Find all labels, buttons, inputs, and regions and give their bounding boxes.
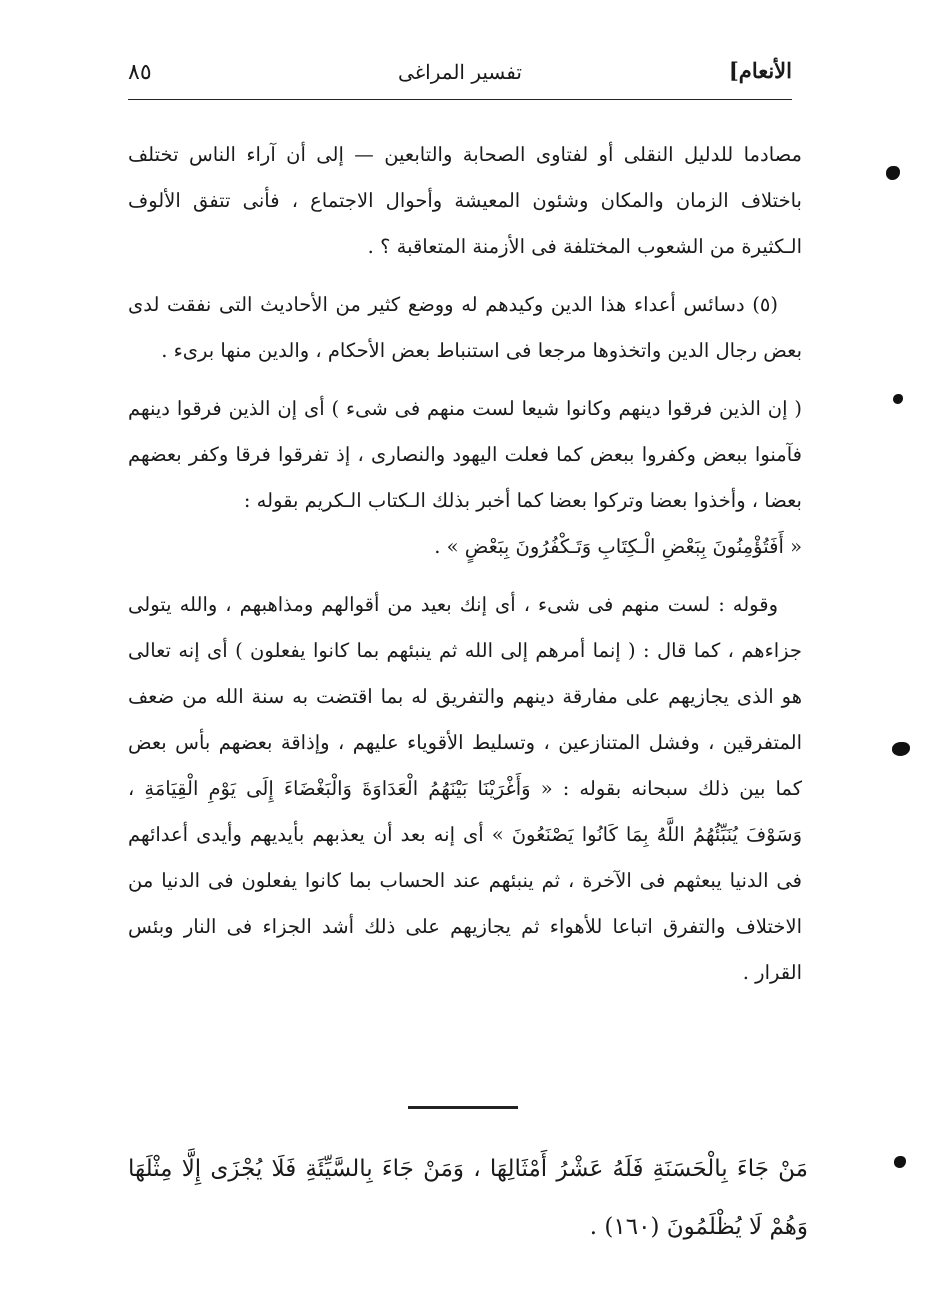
paragraph-commentary: وقوله : لست منهم فى شىء ، أى إنك بعيد من أقوالهم ومذاهبهم ، والله يتولى جزاءهم ، كما قال : ( إنما أمرهم إلى الله ثم ينبئهم بما كانوا يفعلون ) أى إنه تعالى هو الذى يجازيهم على مفارقة دينهم والتفريق له بما اقتضت به سنة الله من ضعف المتفرقين ، وفشل المتنازعين ، وتسليط الأقوياء عليهم ، وإذاقة بعضهم بأس بعض كما بين ذلك سبحانه بقوله : « وَأَغْرَيْنَا بَيْنَهُمُ الْعَدَاوَةَ وَالْبَغْضَاءَ إِلَى يَوْمِ الْقِيَامَةِ ، وَسَوْفَ يُنَبِّئُهُمُ اللَّهُ بِمَا كَانُوا يَصْنَعُونَ » أى إنه بعد أن يعذبهم بأيديهم وأيدى أعدائهم فى الدنيا يبعثهم فى الآخرة ، ثم ينبئهم عند الحساب بما كانوا يفعلون فى الدنيا من الاختلاف والتفرق اتباعا للأهواء ثم يجازيهم على ذلك أشد الجزاء فى النار وبئس القرار .	[128, 593, 802, 984]
surah-name: الأنعام]	[728, 58, 792, 83]
paragraph-verse-explanation: ( إن الذين فرقوا دينهم وكانوا شيعا لست منهم فى شىء ) أى إن الذين فرقوا دينهم فآمنوا ببعض وكفروا ببعض كما فعلت اليهود والنصارى ، إذ تفرقوا فرقا وكفر بعضهم بعضا ، وأخذوا بعضا وتركوا بعضا كما أخبر بذلك الـكتاب الـكريم بقوله :	[128, 397, 802, 512]
page-header	[128, 58, 792, 98]
header-rule	[128, 99, 792, 100]
ink-mark	[893, 394, 903, 404]
paragraph-continuation: مصادما للدليل النقلى أو لفتاوى الصحابة والتابعين — إلى أن آراء الناس تختلف باختلاف الزمان والمكان وشئون المعيشة وأحوال الاجتماع ، فأنى تتفق الألوف الـكثيرة من الشعوب المختلفة فى الأزمنة المتعاقبة ؟ .	[128, 143, 802, 258]
verse-160: مَنْ جَاءَ بِالْحَسَنَةِ فَلَهُ عَشْرُ أَمْثَالِهَا ، وَمَنْ جَاءَ بِالسَّيِّئَةِ فَلَا يُجْزَى إِلَّا مِثْلَهَا وَهُمْ لَا يُظْلَمُونَ (١٦٠) .	[128, 1156, 808, 1240]
ink-mark	[886, 166, 900, 180]
ink-mark	[892, 742, 910, 756]
section-separator	[408, 1106, 518, 1109]
page-number: ٨٥	[128, 60, 152, 85]
commentary-body	[128, 132, 802, 1008]
ink-mark	[894, 1156, 906, 1168]
book-title: تفسير المراغى	[398, 60, 522, 84]
paragraph-point-5: (٥) دسائس أعداء هذا الدين وكيدهم له ووضع كثير من الأحاديث التى نفقت لدى بعض رجال الدين واتخذوها مرجعا فى استنباط بعض الأحكام ، والدين منها برىء .	[128, 293, 802, 362]
quranic-quote: « أَفَتُؤْمِنُونَ بِبَعْضِ الْـكِتَابِ وَتَـكْفُرُونَ بِبَعْضٍ » .	[434, 535, 802, 558]
